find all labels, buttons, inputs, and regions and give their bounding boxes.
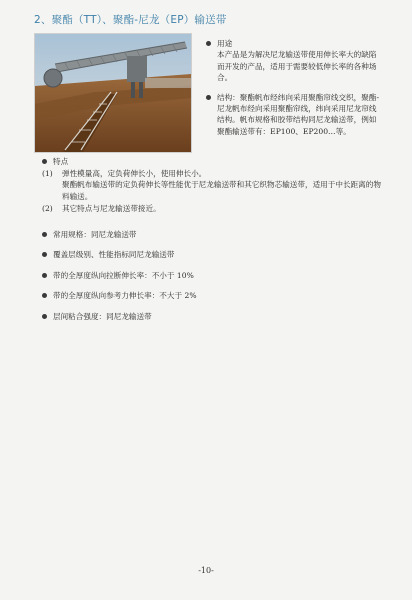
spec-list — [42, 229, 386, 331]
list-item — [42, 311, 386, 322]
structure-text: 结构：聚酯帆布经纬向采用聚酯帘线交织，聚酯-尼龙帆布经向采用聚酯帘线，纬向采用尼龙帘线结构。帆布规格和胶带结构同尼龙输送带，例如聚酯输送带有：EP100、EP200…等。 — [217, 92, 380, 136]
list-item-text: 层间粘合强度：同尼龙输送带 — [53, 311, 152, 321]
usage-heading: 用途 — [217, 39, 233, 48]
bullet-icon — [42, 159, 47, 164]
feature-item — [42, 203, 386, 214]
features-heading: 特点 — [53, 157, 69, 166]
conveyor-belt-photo — [34, 33, 192, 153]
feature-item — [42, 168, 386, 202]
feature-number: (1) — [42, 169, 53, 179]
page-number: -10- — [198, 566, 214, 575]
bullet-icon — [206, 95, 211, 100]
list-item — [42, 270, 386, 281]
list-item-text: 覆盖层级别、性能指标同尼龙输送带 — [53, 250, 175, 260]
feature-number: (2) — [42, 203, 53, 213]
list-item-text: 带的全厚度纵向参考力伸长率：不大于 2% — [53, 291, 197, 301]
list-item-text: 带的全厚度纵向拉断伸长率：不小于 10% — [53, 270, 194, 280]
right-column — [206, 38, 382, 145]
bullet-icon — [42, 273, 47, 278]
structure-block — [206, 92, 382, 138]
usage-text: 本产品是为解决尼龙输送带使用伸长率大的缺陷而开发的产品，适用于需要较低伸长率的各种场合。 — [217, 50, 377, 83]
feature-line: 其它特点与尼龙输送带接近。 — [62, 203, 161, 213]
bullet-icon — [42, 232, 47, 237]
feature-line: 聚酯帆布输送带的定负荷伸长等性能优于尼龙输送带和其它织物芯输送带，适用于中长距离的物料输送。 — [62, 180, 381, 201]
list-item-text: 常用规格：同尼龙输送带 — [53, 230, 137, 239]
conveyor-belt-photo-icon — [35, 34, 191, 152]
bullet-icon — [42, 252, 47, 257]
list-item — [42, 229, 386, 240]
usage-block — [206, 38, 382, 84]
bullet-icon — [206, 41, 211, 46]
features-heading-row — [42, 156, 386, 167]
list-item — [42, 290, 386, 301]
section-title: 2、聚酯（TT）、聚酯-尼龙（EP）输送带 — [34, 14, 227, 26]
bullet-icon — [42, 314, 47, 319]
features-section — [42, 156, 386, 214]
list-item — [42, 249, 386, 260]
bullet-icon — [42, 293, 47, 298]
feature-line: 弹性模量高，定负荷伸长小，使用伸长小。 — [62, 169, 207, 179]
